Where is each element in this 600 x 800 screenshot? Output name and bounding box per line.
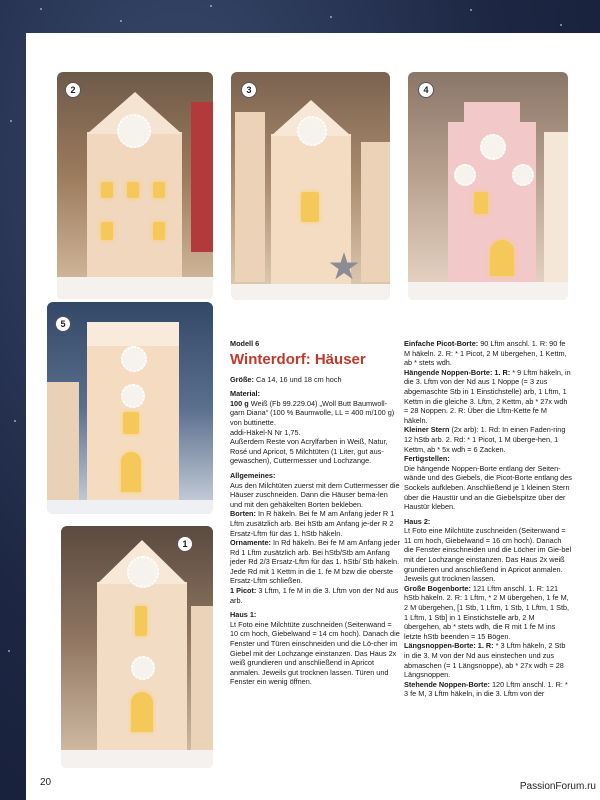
hanging-bobble-paragraph [404,368,572,426]
side-house [544,132,571,282]
snow-ground [47,500,216,517]
photo-house-4 [405,69,571,303]
photo-number-badge: 3 [241,82,257,98]
crochet-ornament [512,164,534,186]
ornaments-paragraph [230,538,400,586]
snow-ground [408,282,571,303]
crochet-ornament [454,164,476,186]
long-bobble-text: * 3 Lftm häkeln, 2 Stb in die 3. M von der Nd aus einstechen und zus abmaschen (= 1 Längsnoppe), ab * 27x wdh = 28 Längsnoppen. [404,641,566,680]
extras-text: Außerdem Reste von Acrylfarben in Weiß, Natur, Rosé und Apricot, 5 Milchtüten (1 Liter, gut aus-gewaschen), Cuttermesser und Lochzange. [230,437,388,466]
side-house [191,606,216,756]
crochet-ornament [127,556,159,588]
red-box [191,102,215,252]
star-dot [120,20,122,22]
star-dot [10,120,12,122]
lit-window [301,192,319,222]
star-dot [470,9,472,11]
small-star-text: (2x arb): 1. Rd: In einen Faden-ring 12 hStb arb. 2. Rd: * 1 Picot, 1 M überge-hen, 1 Kettm, ab * 5x wdh = 6 Zacken. [404,425,566,454]
material-paragraph [230,399,400,428]
photo-number-badge: 1 [177,536,193,552]
borders-label: Borten: [230,509,256,519]
size-text: Ca 14, 16 und 18 cm hoch [255,374,342,384]
long-bobble-paragraph [404,641,572,679]
magazine-page [26,33,600,800]
ornaments-label: Ornamente: [230,538,271,548]
general-text: Aus den Milchtüten zuerst mit dem Cuttermesser die Häuser zuschneiden. Dann die Häuser bema-len und mit den gehäkelten Borten bekleben. [230,480,400,509]
hanging-bobble-text: * 9 Lftm häkeln, in die 3. Lftm von der Nd aus 1 Noppe (= 3 zus abgemaschte Stb in 1 Einstichstelle) arb, 1 Lftm, 1 Kettm in die gleiche 3. Lftm, 2 Kettm, ab * 27x wdh = 28 Noppen. 2. R: Über die Lftm-Kette fe M häkeln. [404,367,571,425]
general-label: Allgemeines: [230,470,276,480]
finishing-label: Fertigstellen: [404,454,450,464]
star-dot [210,5,212,7]
yarn-amount: 100 g [230,398,249,408]
simple-picot-paragraph [404,339,572,368]
star-dot [560,24,562,26]
standing-bobble-text: 120 Lftm anschl. 1. R: * 3 fe M, 3 Lftm häkeln, in die 3. Lftm von der [404,679,568,699]
house2-label: Haus 2: [404,516,431,526]
standing-bobble-label: Stehende Noppen-Borte: [404,679,490,689]
instructions-column-left [230,339,400,692]
standing-bobble-paragraph [404,680,572,699]
crochet-ornament [131,656,155,680]
finishing-text: Die hängende Noppen-Borte entlang der Seiten-wände und des Giebels, die Picot-Borte entlang des Sockels aufkleben. Anschließend je 1 kleinen Stern über die Haustür und an die Giebelspitze über der Haustür kleben. [404,463,572,512]
photo-number-badge: 5 [55,316,71,332]
large-arch-label: Große Bogenborte: [404,583,471,593]
lit-door [131,692,153,732]
page-title: Winterdorf: Häuser [230,350,366,368]
lit-window [153,182,165,198]
borders-paragraph [230,509,400,538]
photo-house-3 [228,69,393,303]
star-dot [14,420,16,422]
page-number: 20 [40,777,52,788]
house1-label: Haus 1: [230,610,257,620]
lit-door [490,240,514,276]
house2-text: Lt Foto eine Milchtüte zuschneiden (Seitenwand = 11 cm hoch, Giebelwand = 16 cm hoch). Danach die Fenster einschneiden und die Löcher im Gie-bel mit der Lochzange einstanzen. Das Haus 2x weiß grundieren und anschließend in Apricot anmalen. Jeweils gut trocknen lassen. [404,526,572,584]
small-star-paragraph [404,425,572,454]
ornaments-text: In Rd häkeln. Bei fe M am Anfang jeder Rd 1 Lftm zusätzlich arb. Bei hStb/Stb am Anfang jeder Rd 2/3 Ersatz-Lftm für das 1. hStb/ Stb häkeln. Jede Rd mit 1 Kettm in die 1. fe M bzw die oberste Ersatz-Lftm schließen. [230,538,400,586]
star-dot [40,8,42,10]
snow-ground [231,284,393,303]
watermark: PassionForum.ru [519,781,596,792]
instructions-column-right [404,339,572,699]
yarn-text: Weiß (Fb 99.229.04) „Woll Butt Baumwoll-garn Diana“ (100 % Baumwolle, LL = 400 m/100 g) von buttinette. [230,398,395,427]
picot-text: 3 Lftm, 1 fe M in die 3. Lftm von der Nd aus arb. [230,586,399,605]
star-dot [330,16,332,18]
photo-number-badge: 4 [418,82,434,98]
crochet-ornament [121,346,147,372]
crochet-ornament [117,114,151,148]
picot-paragraph [230,586,400,605]
snow-ground [61,750,216,771]
side-house [235,112,265,282]
material-label: Material: [230,389,261,399]
lit-window [127,182,139,198]
modell-label: Modell 6 [230,339,260,348]
large-arch-paragraph [404,584,572,642]
side-house [361,142,391,282]
simple-picot-text: 90 Lftm anschl. 1. R: 90 fe M häkeln. 2. R: * 1 Picot, 2 M übergehen, 1 Kettm, ab * stets wdh. [404,339,567,368]
lit-door [121,452,141,492]
lit-window [101,182,113,198]
house-roof [87,322,179,346]
house1-text: Lt Foto eine Milchtüte zuschneiden (Seitenwand = 10 cm hoch, Giebelwand = 14 cm hoch). Danach die Fenster und Türen einschneiden und die Lö-cher im Giebel mit der Lochzange einstanzen. Das Haus 2x weiß grundieren und anschließend in Apricot anmalen. Jeweils gut trocknen lassen. Türen und Fenster ein wenig öffnen. [230,619,400,687]
stepped-gable [464,102,520,126]
hook-text: addi-Häkel-N Nr 1,75. [230,427,301,437]
crochet-ornament [121,384,145,408]
crochet-ornament [297,116,327,146]
photo-house-2 [54,69,216,303]
house-illustration [87,132,182,277]
size-label: Größe: [230,374,254,384]
lit-window [101,222,113,240]
side-house [47,382,79,502]
photo-house-5 [44,299,216,517]
large-arch-text: 121 Lftm anschl. 1. R: 121 hStb häkeln. 2. R: 1 Lftm, * 2 M übergehen, 1 fe M, 2 M übergehen, [1 Stb, 1 Lftm, 1 Stb, 1 Lftm, 1 Stb, 1 Lftm, 1 Stb] in 1 Einstichstelle arb, 2 M übergehen, ab * stets wdh, die R mit 1 fe M ins letzte hStb beenden = 15 Bögen. [404,583,570,641]
hanging-bobble-label: Hängende Noppen-Borte: 1. R: [404,367,511,377]
simple-picot-label: Einfache Picot-Borte: [404,339,479,348]
long-bobble-label: Längsnoppen-Borte: 1. R: [404,641,494,651]
size-paragraph [230,375,400,385]
lit-window [123,412,139,434]
borders-text: In R häkeln. Bei fe M am Anfang jeder R 1 Lftm zusätzlich arb. Bei hStb am Anfang je-der R 2 Ersatz-Lftm für das 1. hStb häkeln. [230,509,395,538]
crochet-ornament [480,134,506,160]
photo-house-1 [58,523,216,771]
lit-window [474,192,488,214]
picot-label: 1 Picot: [230,586,257,596]
small-star-label: Kleiner Stern [404,425,450,435]
lit-window [153,222,165,240]
lit-window [135,606,147,636]
star-dot [8,650,10,652]
photo-number-badge: 2 [65,82,81,98]
